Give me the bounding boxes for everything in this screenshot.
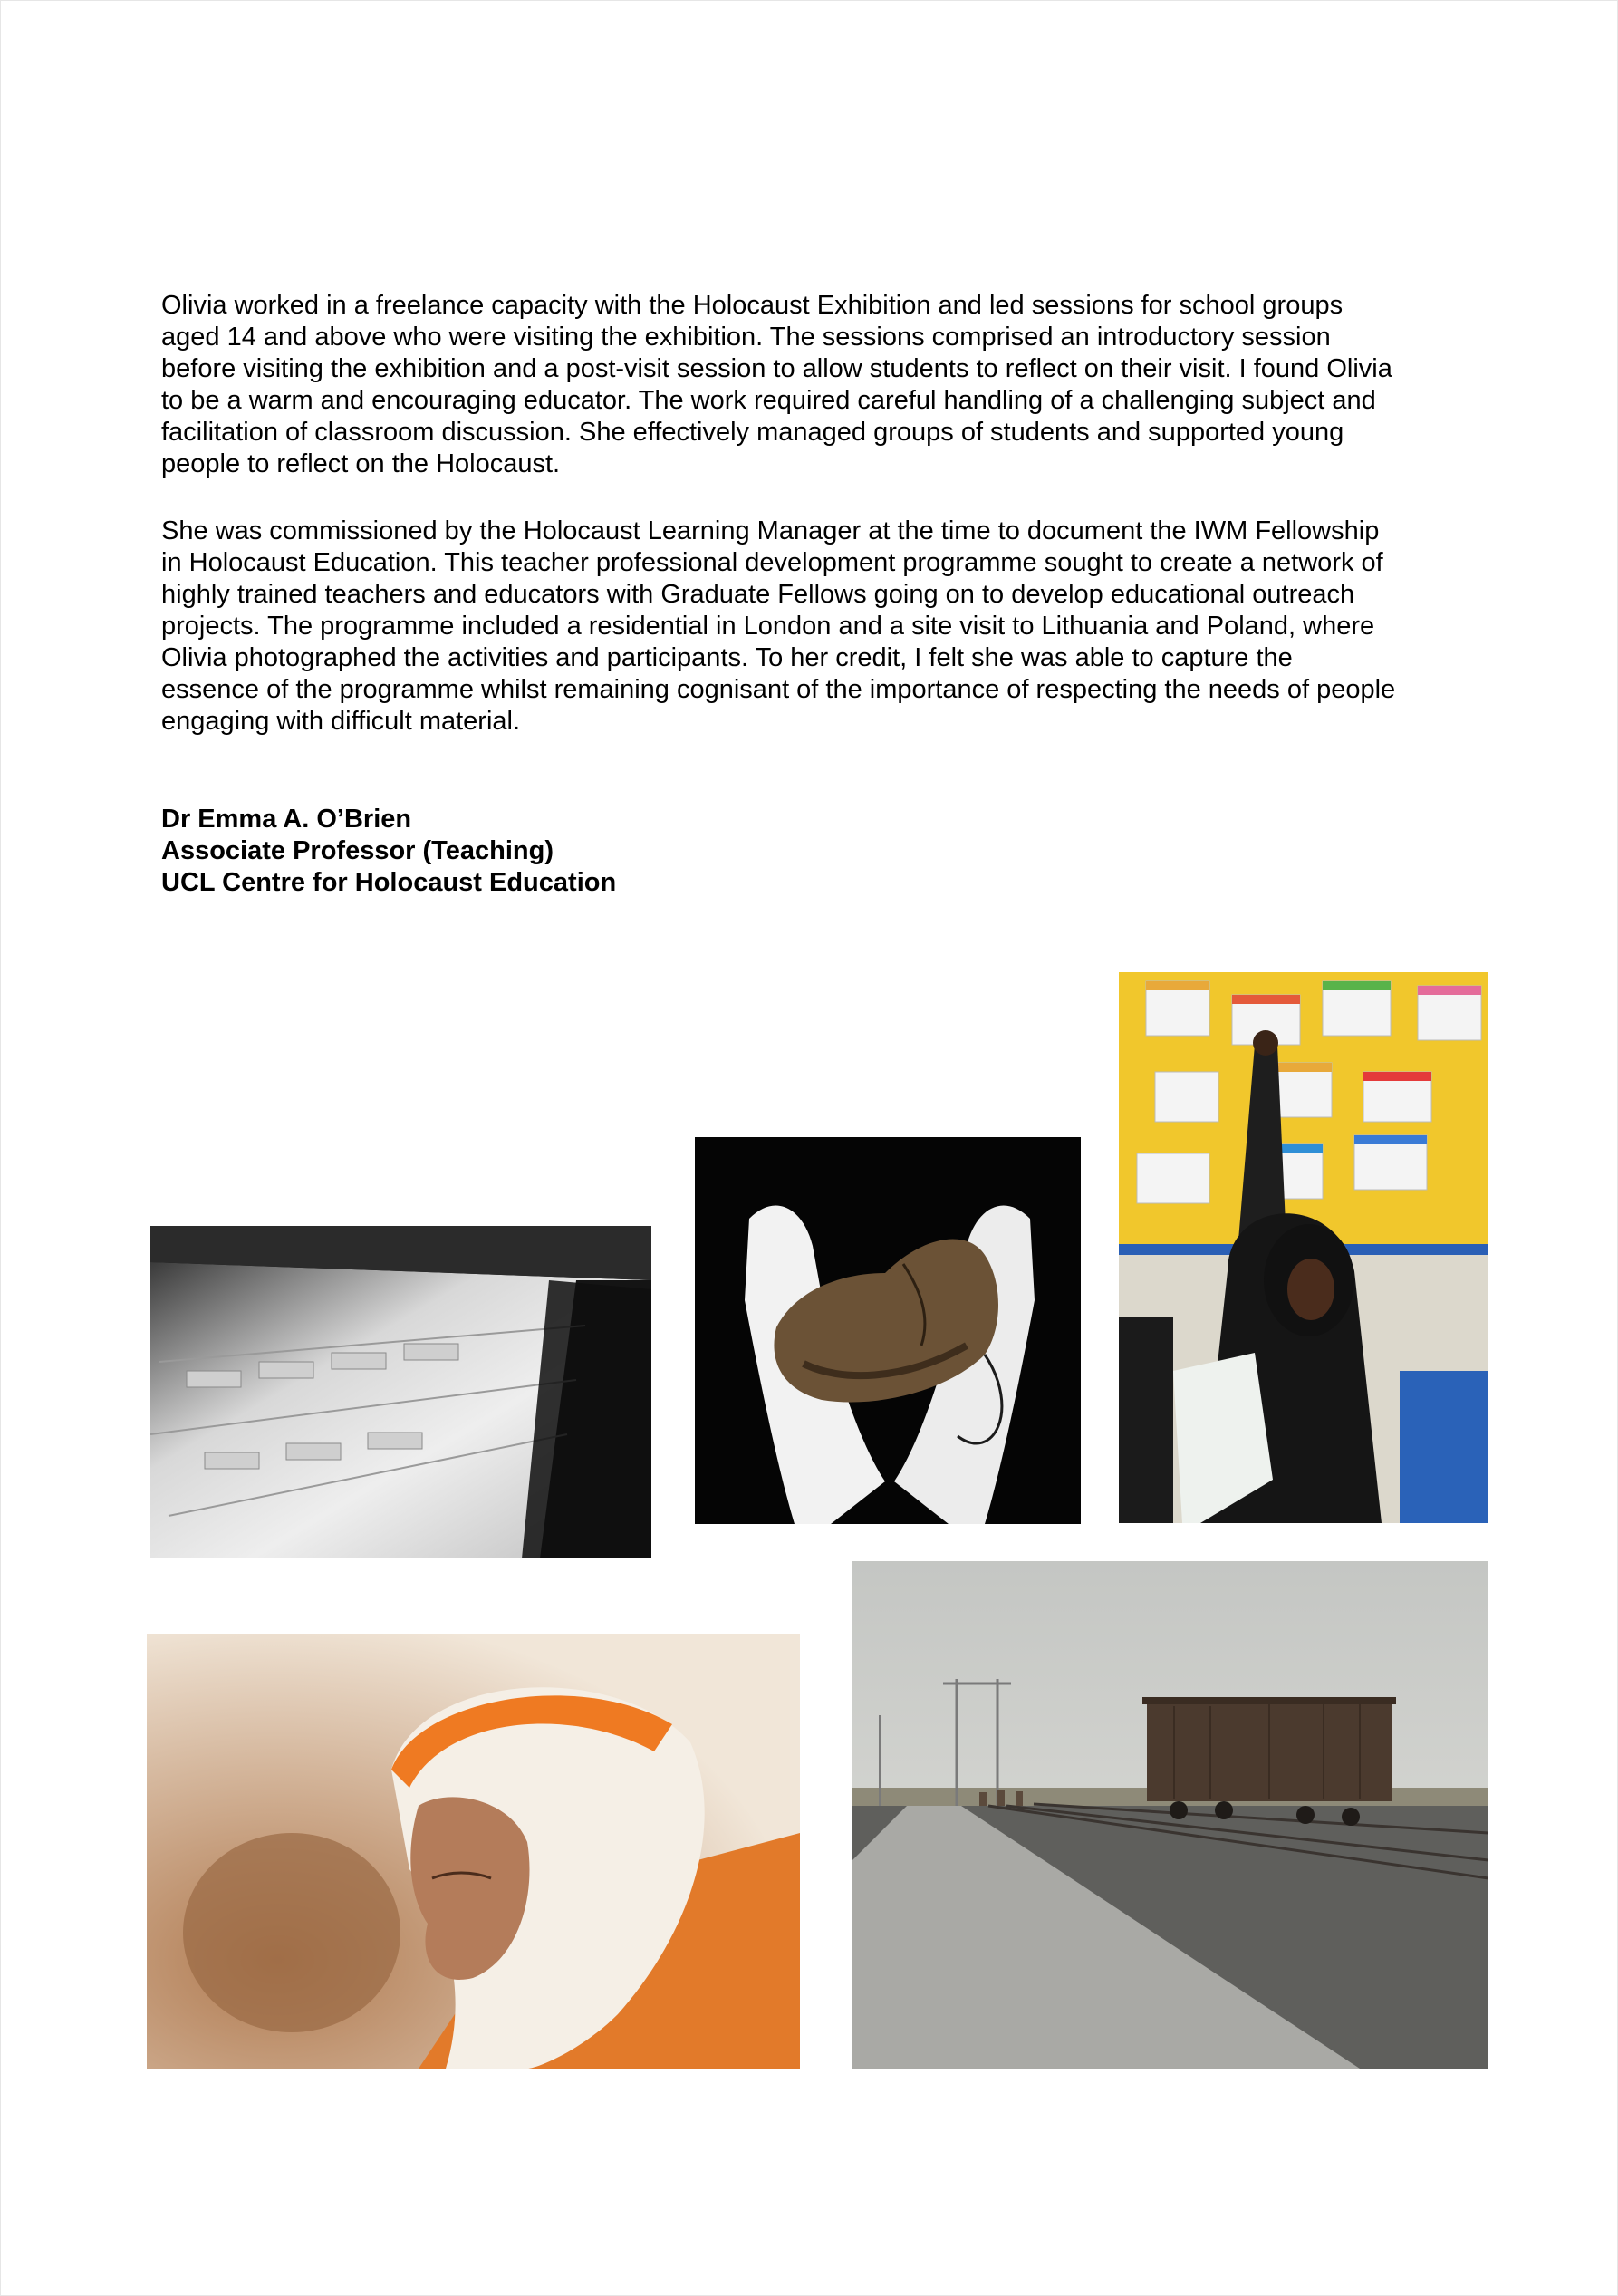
railway-wagon-photo [852, 1561, 1488, 2069]
white-camp-model-photo [150, 1226, 651, 1558]
signature-block [161, 804, 616, 899]
gloved-hands-holding-child-shoe-photo [695, 1137, 1081, 1524]
body-paragraph-1: Olivia worked in a freelance capacity with the Holocaust Exhibition and led sessions for school groups aged 14 and above who were visiting the exhibition. The sessions comprised an introductory session before visiting the exhibition and a post-visit session to allow students to reflect on their visit. I found Olivia to be a warm and encouraging educator. The work required careful handling of a challenging subject and facilitation of classroom discussion. She effectively managed groups of students and supported young people to reflect on the Holocaust. [161, 291, 1392, 478]
body-paragraph-2: She was commissioned by the Holocaust Learning Manager at the time to document the IWM Fellowship in Holocaust Education. This teacher professional development programme sought to create a network of highly trained teachers and educators with Graduate Fellows going on to develop educational outreach projects. The programme included a residential in London and a site visit to Lithuania and Poland, where Olivia photographed the activities and participants. To her credit, I felt she was able to capture the essence of the programme whilst remaining cognisant of the importance of respecting the needs of people engaging with difficult material. [161, 516, 1396, 736]
signatory-name: Dr Emma A. O’Brien [161, 805, 412, 834]
signatory-organisation: UCL Centre for Holocaust Education [161, 868, 617, 897]
signatory-title: Associate Professor (Teaching) [161, 836, 554, 865]
student-raising-hand-photo [1119, 972, 1488, 1523]
girl-in-headscarf-photo [147, 1634, 800, 2069]
